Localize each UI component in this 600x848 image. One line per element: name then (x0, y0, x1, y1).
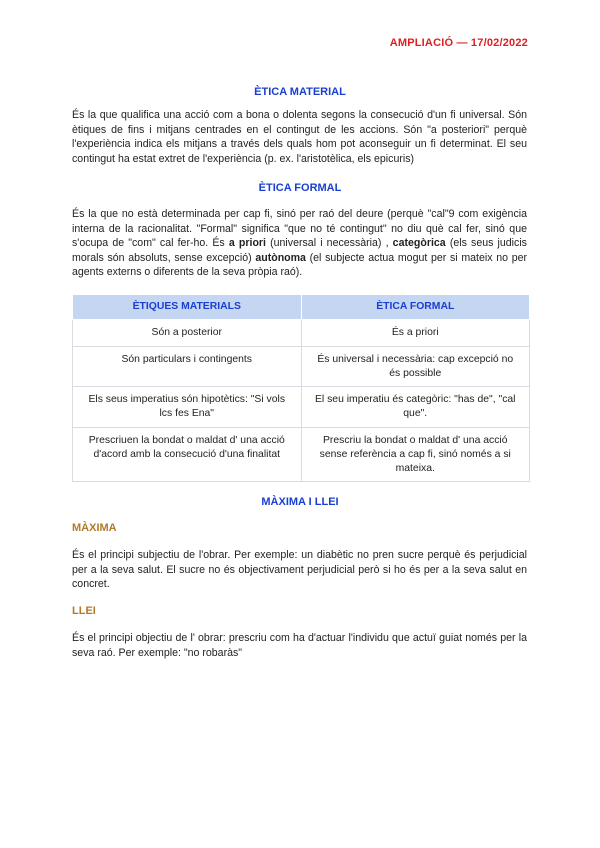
etica-formal-paragraph (72, 207, 527, 280)
etica-formal-text-1: És la que no està determinada per cap fi, sinó per raó del deure (perquè "cal"9 com exigència interna de la racionalitat. "Formal" significa "que no té contingut" no diu què cal fer, sinó que s'ocupa de "com" cal fer-ho. És (72, 208, 527, 250)
table-header-row (73, 295, 530, 320)
comparison-table (72, 294, 530, 482)
a-priori-term: a priori (228, 237, 266, 250)
etica-formal-text-2: (universal i necessària) , (265, 237, 393, 250)
table-cell-formal: És universal i necessària: cap excepció no és possible (301, 346, 530, 387)
autonoma-term: autònoma (255, 251, 306, 264)
table-cell-material: Són particulars i contingents (73, 346, 302, 387)
llei-subtitle: LLEI (72, 605, 96, 617)
table-row (73, 320, 530, 347)
etica-formal-title: ÈTICA FORMAL (258, 182, 342, 194)
table-cell-formal: És a priori (301, 320, 530, 347)
categorica-term: categòrica (392, 237, 446, 250)
etica-material-paragraph: És la que qualifica una acció com a bona o dolenta segons la consecució d'un fi universal. Són ètiques de fins i mitjans centrades en el contingut de les accions. Són "a posteriori" perquè l'experiència indica els mitjans a través dels quals hom pot aconseguir un fi determinat. El seu contingut ha estat extret de l'experiència (p. ex. l'aristotèlica, els epicuris) (72, 109, 527, 165)
table-row (73, 427, 530, 481)
header-etica-formal: ÈTICA FORMAL (301, 295, 530, 320)
table-cell-material: Són a posterior (73, 320, 302, 347)
table-row (73, 387, 530, 428)
header-date: AMPLIACIÓ — 17/02/2022 (389, 37, 528, 49)
table-cell-material: Els seus imperatius són hipotètics: "Si vols lcs fes Ena" (73, 387, 302, 428)
table-cell-material: Prescriuen la bondat o maldat d' una acció d'acord amb la consecució d'una finalitat (73, 427, 302, 481)
llei-paragraph: És el principi objectiu de l' obrar: prescriu com ha d'actuar l'individu que actuï guiat només per la seva raó. Per exemple: "no robaràs" (72, 632, 527, 659)
maxima-subtitle: MÀXIMA (72, 522, 117, 534)
table-row (73, 346, 530, 387)
etica-formal-text-4: (el subjecte actua mogut per si mateix no per agents externs o diferents de la seva pròpia raó). (72, 251, 528, 279)
table-cell-formal: El seu imperatiu és categòric: "has de", "cal que". (301, 387, 530, 428)
etica-formal-text-3: (els seus judicis morals són absoluts, sense excepció) (72, 237, 527, 264)
header-etiques-materials: ÈTIQUES MATERIALS (73, 295, 302, 320)
maxima-llei-title: MÀXIMA I LLEI (261, 496, 339, 508)
table-cell-formal: Prescriu la bondat o maldat d' una acció sense referència a cap fi, sinó només a si mateixa. (301, 427, 530, 481)
maxima-paragraph: És el principi subjectiu de l'obrar. Per exemple: un diabètic no pren sucre perquè és perjudicial per a la seva salut. El sucre no és objectivament perjudicial però si ho és per a la seva salut en concret. (72, 549, 527, 591)
etica-material-title: ÈTICA MATERIAL (254, 86, 346, 98)
